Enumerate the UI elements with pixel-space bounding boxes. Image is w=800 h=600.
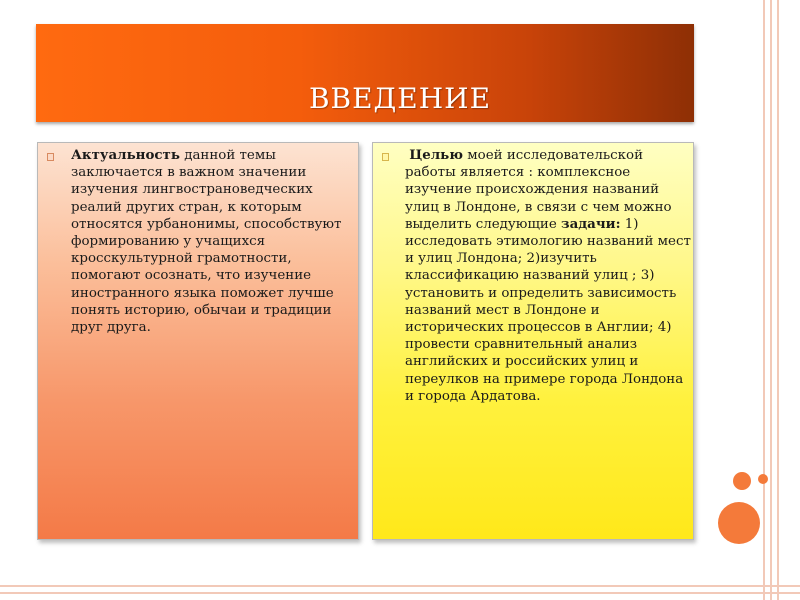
decorative-circle	[758, 474, 768, 484]
right-body-2: 1) исследовать этимологию названий мест и улиц Лондона; 2)изучить классификацию названий улиц ; 3) установить и определить зависимость названий мест в Лондоне и исторических процессов в Англии; 4) провести сравнительный анализ английских и российских улиц и переулков на примере города Лондона и города Ардатова.	[405, 216, 691, 404]
frame-line	[0, 592, 800, 594]
slide-title: ВВЕДЕНИЕ	[308, 82, 492, 115]
right-body-1: моей исследовательской работы является : комплексное изучение происхождения названий улиц в Лондоне, в связи с чем можно выделить следующие	[405, 148, 672, 232]
right-panel-text	[405, 147, 693, 405]
left-panel	[37, 142, 359, 540]
left-panel-text	[71, 147, 356, 336]
right-lead-bold: Целью	[409, 147, 463, 163]
right-panel	[372, 142, 694, 540]
bullet-icon	[382, 153, 389, 161]
bullet-icon	[47, 153, 54, 161]
frame-line	[0, 585, 800, 587]
left-lead-bold: Актуальность	[71, 147, 180, 163]
tasks-bold: задачи:	[561, 215, 621, 232]
decorative-circle	[718, 502, 760, 544]
left-body: данной темы заключается в важном значении изучения лингвострановедческих реалий других стран, к которым относятся урбанонимы, способствуют формированию у учащихся кросскультурной грамотности, помогают осознать, что изучение иностранного языка поможет лучше понять историю, обычаи и традиции друг друга.	[71, 148, 342, 336]
decorative-circle	[733, 472, 751, 490]
